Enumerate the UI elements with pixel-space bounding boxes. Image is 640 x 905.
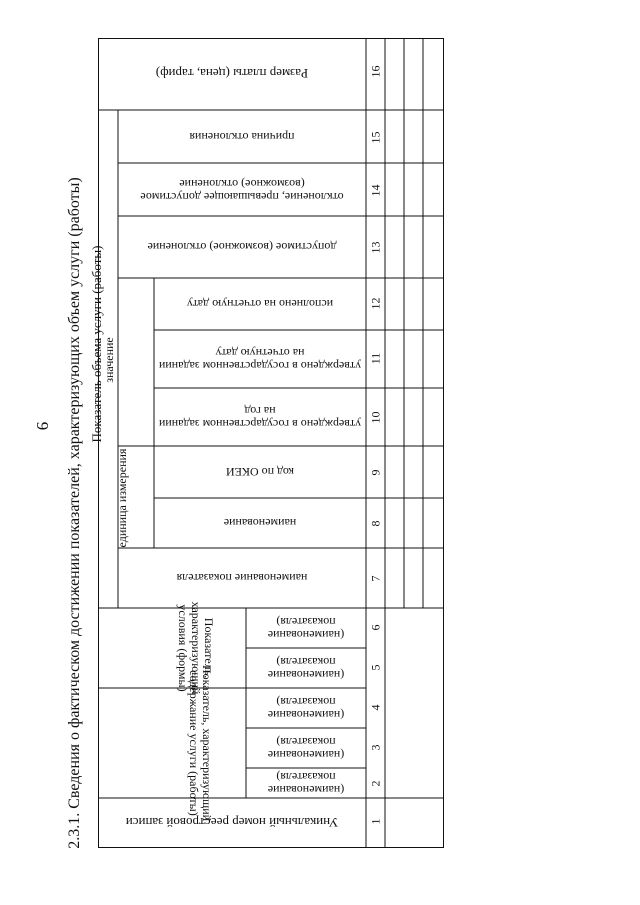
section-title: 2.3.1. Сведения о фактическом достижении показателей, характеризующих объем услуги (работы) — [66, 177, 83, 849]
col-unit-name: наименование — [223, 516, 297, 531]
group-content: Показатель, характеризующий содержание услуги (работы) — [187, 664, 214, 822]
col-reason: причина отклонения — [189, 130, 295, 145]
col-num-13: 13 — [368, 241, 383, 254]
page-number: 9 — [33, 421, 52, 431]
indicator-name-4: (наименование показателя) — [267, 695, 345, 722]
group-conditions: Показатель, характеризующий условия (формы) — [176, 601, 216, 695]
col-price: Размер платы (цена, тариф) — [155, 66, 309, 82]
report-table — [89, 38, 444, 848]
col-num-12: 12 — [368, 297, 383, 310]
col-num-14: 14 — [368, 184, 383, 197]
col-num-10: 10 — [368, 411, 383, 424]
col-num-11: 11 — [368, 352, 383, 365]
indicator-name-5: (наименование показателя) — [267, 655, 345, 682]
group-volume: Показатель объема услуги (работы) — [89, 245, 104, 443]
col-num-6: 6 — [368, 624, 383, 631]
col-allowed-dev: допустимое (возможное) отклонение — [147, 240, 337, 255]
col-done: исполнено на отчетную дату — [186, 297, 334, 312]
col-num-3: 3 — [368, 744, 383, 751]
col-num-8: 8 — [368, 520, 383, 527]
indicator-name-2: (наименование показателя) — [267, 770, 345, 797]
group-unit: единица измерения — [115, 448, 129, 548]
col-num-7: 7 — [368, 575, 383, 582]
col-num-4: 4 — [368, 704, 383, 711]
col-registry: Уникальный номер реестровой записи — [125, 815, 339, 831]
col-num-9: 9 — [368, 469, 383, 476]
col-unit-code: код по ОКЕИ — [225, 465, 295, 480]
indicator-name-6: (наименование показателя) — [267, 615, 345, 642]
col-num-15: 15 — [368, 131, 383, 144]
col-approved-date: утверждено в государственном задании на отчетную дату — [158, 346, 362, 373]
group-value: значение — [102, 337, 116, 383]
col-num-16: 16 — [368, 65, 383, 78]
col-num-2: 2 — [368, 780, 383, 787]
col-exceed-dev: отклонение, превышающее допустимое (возможное) отклонение — [140, 177, 344, 204]
col-num-5: 5 — [368, 664, 383, 671]
col-approved-year: утверждено в государственном задании на год — [158, 404, 362, 431]
col-indicator-name: наименование показателя — [176, 571, 308, 586]
col-num-1: 1 — [368, 818, 383, 825]
indicator-name-3: (наименование показателя) — [267, 735, 345, 762]
